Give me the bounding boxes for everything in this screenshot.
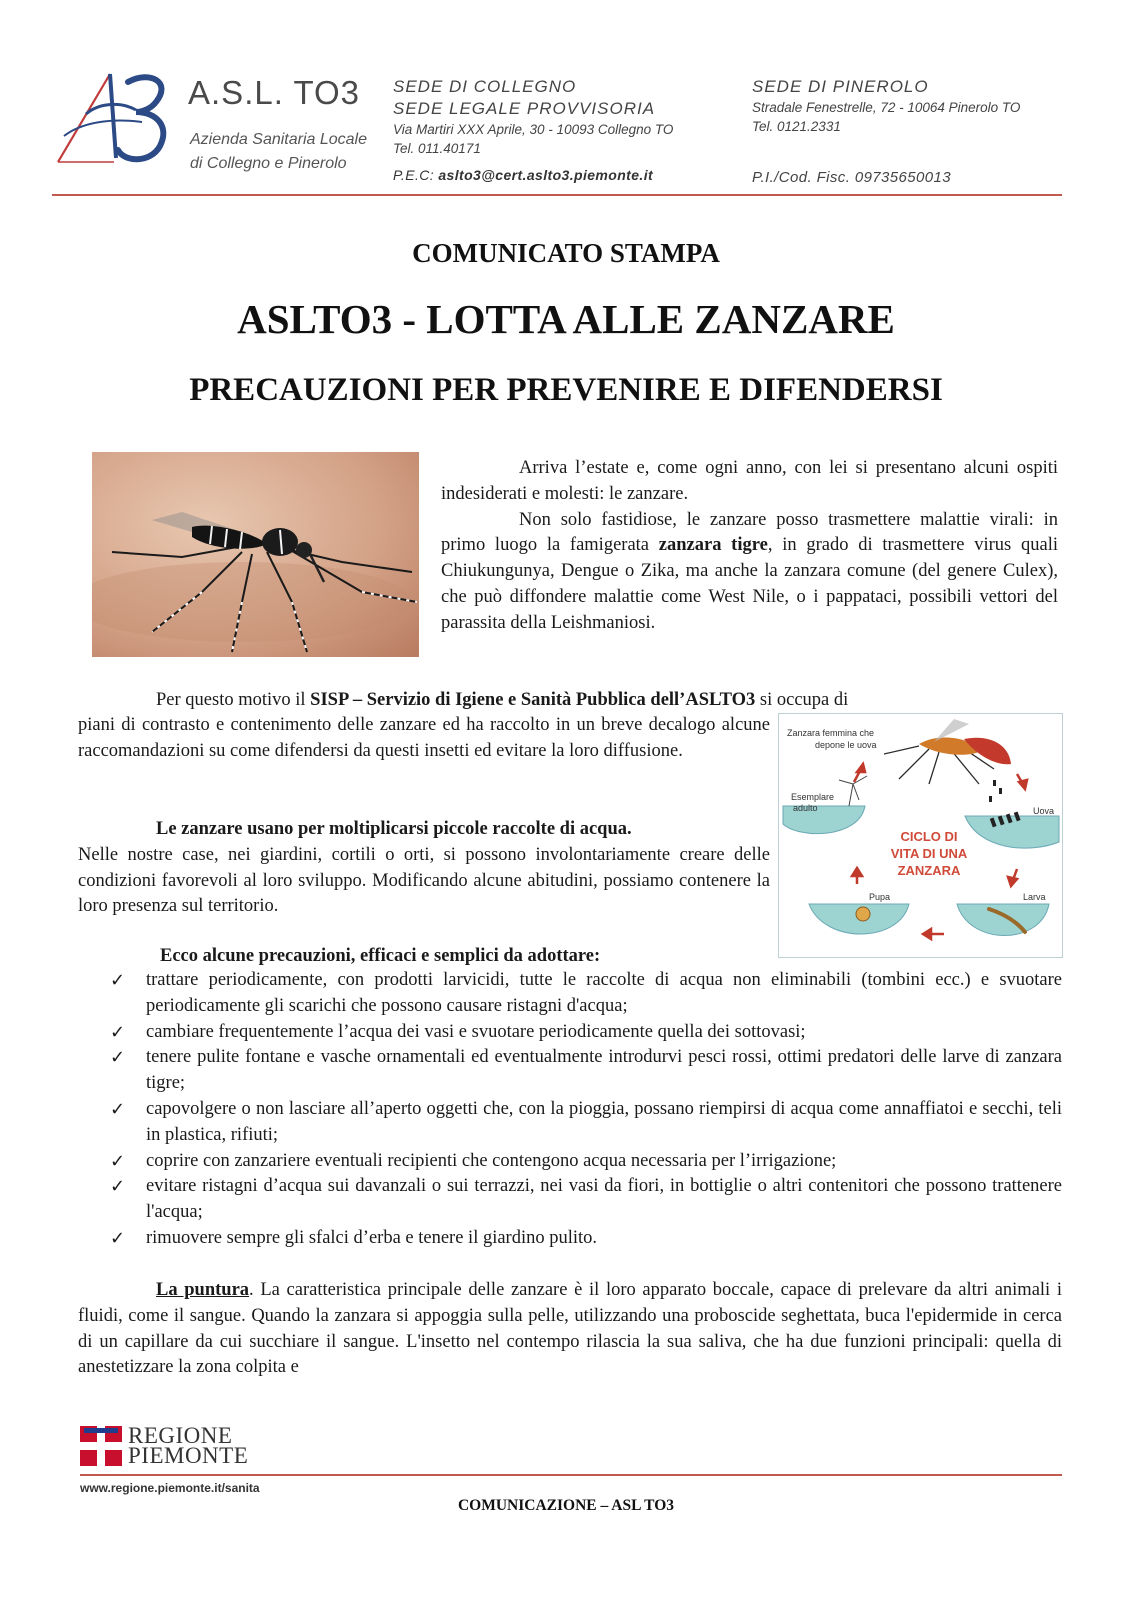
sisp-bold: SISP – Servizio di Igiene e Sanità Pubblica dell’ASLTO3 [310,690,756,710]
region-name-line2: PIEMONTE [128,1443,249,1468]
list-item [110,1174,1062,1226]
sede-collegno-tel: Tel. 011.40171 [393,141,481,156]
pec-label: P.E.C: [393,167,435,183]
diagram-larva-label: Larva [1023,892,1046,902]
diagram-female-label-1: Zanzara femmina che [787,728,875,738]
pec-value: aslto3@cert.aslto3.piemonte.it [438,167,654,183]
list-item-text: coprire con zanzariere eventuali recipienti che contengono acqua necessaria per l’irrigazione; [146,1150,837,1171]
mosquito-life-cycle-diagram [778,713,1063,958]
diagram-title-2: VITA DI UNA [890,846,968,861]
piemonte-flag-icon [80,1426,122,1466]
check-icon: ✓ [110,1047,126,1069]
check-icon: ✓ [110,1176,126,1198]
sede-pinerolo-tel: Tel. 0121.2331 [752,119,841,134]
sede-pinerolo-title: SEDE DI PINEROLO [752,77,929,96]
sisp-first-line [78,688,1062,714]
sede-pinerolo [752,76,1020,136]
header-divider [52,194,1062,196]
org-subtitle-line1: Azienda Sanitaria Locale [190,131,368,148]
intro-paragraph-2 [441,508,1058,637]
check-icon: ✓ [110,1021,126,1043]
sting-label: La puntura [156,1280,250,1300]
list-item-text: evitare ristagni d’acqua sui davanzali o sui terrazzi, nei vasi da fiori, in bottiglie o altri contenitori che possono trattenere l'acqua; [146,1176,1062,1223]
sede-collegno-title: SEDE DI COLLEGNO [393,77,577,96]
intro-p2-end: , in grado di trasmettere virus quali Chiukungunya, Dengue o Zika, ma anche la zanzara comune (del genere Culex), che può diffondere malattie come West Nile, o i pappataci, possibili vettori del parassita della Leishmaniosi. [441,535,1058,633]
sting-paragraph [78,1278,1062,1381]
kicker-title: COMUNICATO STAMPA [412,238,720,268]
main-title: ASLTO3 - LOTTA ALLE ZANZARE [237,296,895,342]
diagram-adult-label-1: Esemplare [791,792,835,802]
precautions-heading: Ecco alcune precauzioni, efficaci e semplici da adottare: [160,946,601,966]
water-paragraph [78,817,770,920]
list-item [110,1045,1062,1097]
intro-p2-bold: zanzara tigre [658,535,768,556]
sisp-pre: Per questo motivo il [156,690,306,710]
diagram-pupa-label: Pupa [869,892,891,902]
list-item-text: trattare periodicamente, con prodotti larvicidi, tutte le raccolte di acqua non eliminabili (tombini ecc.) e svuotare periodicamente gli scarichi che possono causare ristagni d'acqua; [146,970,1062,1016]
sisp-post: si occupa di [759,690,849,710]
check-icon: ✓ [110,1098,126,1120]
list-item [110,968,1062,1020]
check-icon: ✓ [110,1227,126,1249]
sede-collegno [393,76,673,158]
intro-text [441,456,1058,637]
water-text: Nelle nostre case, nei giardini, cortili o orti, si possono involontariamente creare delle condizioni favorevoli al loro sviluppo. Modificando alcune abitudini, possiamo contenere la loro presenza sul territorio. [78,844,770,917]
org-subtitle [190,128,367,176]
footer-url: www.regione.piemonte.it/sanita [80,1481,260,1495]
diagram-adult-label-2: adulto [793,803,818,813]
pec-address [393,167,653,183]
list-item [110,1149,1062,1175]
list-item-text: cambiare frequentemente l’acqua dei vasi e svuotare periodicamente quella dei sottovasi; [146,1021,806,1042]
intro-p2-start: Non solo fastidiose, le zanzare posso trasmettere malattie virali: in primo luogo la famigerata [441,509,1058,556]
list-item-text: rimuovere sempre gli sfalci d’erba e tenere il giardino pulito. [146,1227,598,1248]
diagram-female-label-2: depone le uova [815,740,877,750]
org-name: A.S.L. TO3 [188,74,361,111]
diagram-eggs-label: Uova [1033,806,1055,816]
region-name-line1: REGIONE [128,1423,233,1448]
check-icon: ✓ [110,970,126,991]
mosquito-photo [92,452,419,657]
org-subtitle-line2: di Collegno e Pinerolo [190,155,347,172]
intro-paragraph-1: Arriva l’estate e, come ogni anno, con lei si presentano alcuni ospiti indesiderati e molesti: le zanzare. [441,458,1058,504]
piva: P.I./Cod. Fisc. 09735650013 [752,169,951,186]
check-icon: ✓ [110,1150,126,1172]
sede-pinerolo-address: Stradale Fenestrelle, 72 - 10064 Pinerolo TO [752,100,1021,115]
regione-piemonte-logo [80,1423,249,1468]
sub-title: PRECAUZIONI PER PREVENIRE E DIFENDERSI [189,372,943,408]
list-item [110,1097,1062,1149]
asl-to3-logo-icon [52,66,177,168]
list-item-text: tenere pulite fontane e vasche ornamentali ed eventualmente introdurvi pesci rossi, ottimi predatori delle larve di zanzara tigre; [146,1047,1062,1094]
list-item-text: capovolgere o non lasciare all’aperto oggetti che, con la pioggia, possano riempirsi di acqua come annaffiatoi e secchi, teli in plastica, rifiuti; [146,1098,1062,1145]
diagram-title-3: ZANZARA [897,863,961,878]
water-heading: Le zanzare usano per moltiplicarsi piccole raccolte di acqua. [156,819,632,839]
sede-legale-title: SEDE LEGALE PROVVISORIA [393,99,656,118]
precautions-list [110,968,1062,1252]
list-item [110,1020,1062,1046]
list-item [110,1226,1062,1252]
sisp-paragraph: piani di contrasto e contenimento delle zanzare ed ha raccolto in un breve decalogo alcune raccomandazioni su come difendersi da questi insetti ed evitare la loro diffusione. [78,715,770,761]
diagram-title-1: CICLO DI [900,829,958,844]
sede-collegno-address: Via Martiri XXX Aprile, 30 - 10093 Collegno TO [393,122,674,137]
footer-divider [80,1474,1062,1476]
sting-text: . La caratteristica principale delle zanzare è il loro apparato boccale, capace di prelevare da altri animali i fluidi, come il sangue. Quando la zanzara si appoggia sulla pelle, utilizzando una proboscide seghettata, buca l'epidermide in cerca di un capillare da cui succhiare il sangue. L'insetto nel contempo rilascia la sua saliva, che ha due funzioni principali: quella di anestetizzare la zona colpita e [78,1280,1062,1378]
footer-caption: COMUNICAZIONE – ASL TO3 [457,1497,675,1514]
